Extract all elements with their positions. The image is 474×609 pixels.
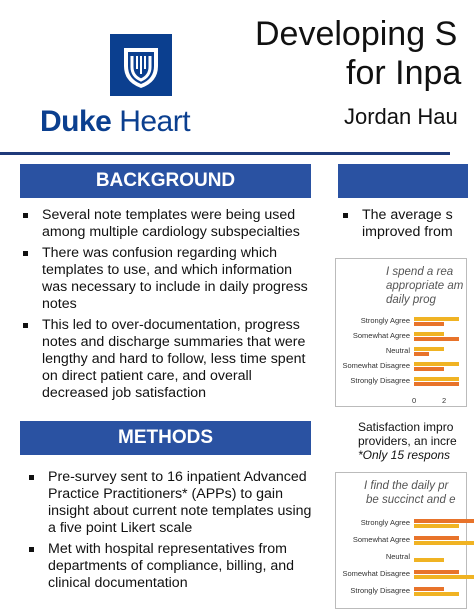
brand-wordmark <box>40 105 240 139</box>
category-label: Somewhat Agree <box>352 535 410 544</box>
chart-title-line: I find the daily pr <box>364 480 449 492</box>
bar <box>414 367 444 371</box>
methods-bullet: Met with hospital representatives from departments of compliance, billing, and clinical documentation <box>26 541 312 592</box>
bar <box>414 524 459 528</box>
results-bullet: The average s improved from <box>340 207 470 241</box>
bar <box>414 362 459 366</box>
bar <box>414 352 429 356</box>
x-tick-label: 0 <box>412 396 417 405</box>
author-line: Jordan Hau <box>344 104 458 129</box>
category-label: Neutral <box>385 552 410 561</box>
brand-rest: Heart <box>111 105 191 138</box>
poster-title-line2: for Inpa <box>346 54 462 92</box>
bar <box>414 536 459 540</box>
bar <box>414 332 444 336</box>
category-label: Strongly Disagree <box>350 376 410 385</box>
bar <box>414 592 459 596</box>
chart-succinct-notes <box>335 472 467 609</box>
bar <box>414 317 459 321</box>
bar <box>414 377 459 381</box>
category-label: Neutral <box>385 346 410 355</box>
results-note <box>358 420 457 462</box>
bar <box>414 541 474 545</box>
x-tick-label: 2 <box>442 396 447 405</box>
methods-list <box>26 469 312 596</box>
bar <box>414 558 444 562</box>
category-label: Strongly Agree <box>360 518 410 527</box>
bar <box>414 587 444 591</box>
bar <box>414 347 444 351</box>
header-divider <box>0 152 450 155</box>
background-bullet: This led to over-documentation, progress notes and discharge summaries that were lengthy and hard to follow, less time spent on direct patient care, and overall decreased job satisfaction <box>20 317 316 402</box>
bar <box>414 570 459 574</box>
results-list <box>340 207 470 245</box>
bar <box>414 382 459 386</box>
category-label: Somewhat Agree <box>352 331 410 340</box>
methods-bullet: Pre-survey sent to 16 inpatient Advanced Practice Practitioners* (APPs) to gain insight about current note templates using a five point Likert scale <box>26 469 312 537</box>
note-line: providers, an incre <box>358 434 457 448</box>
note-line: *Only 15 respons <box>358 448 451 462</box>
brand-strong: Duke <box>40 105 112 138</box>
chart-title-line: daily prog <box>386 294 436 306</box>
duke-logo <box>110 34 172 96</box>
chart-title-line: be succinct and e <box>366 494 456 506</box>
category-label: Strongly Disagree <box>350 586 410 595</box>
category-label: Strongly Agree <box>360 316 410 325</box>
results-heading <box>338 164 468 198</box>
category-label: Somewhat Disagree <box>342 569 410 578</box>
bar <box>414 519 474 523</box>
bar <box>414 322 444 326</box>
note-line: Satisfaction impro <box>358 420 454 434</box>
poster-title-line1: Developing S <box>255 15 458 53</box>
category-label: Somewhat Disagree <box>342 361 410 370</box>
chart-title-line: appropriate am <box>386 280 464 292</box>
methods-heading: METHODS <box>20 421 311 455</box>
background-bullet: Several note templates were being used among multiple cardiology subspecialties <box>20 207 316 241</box>
bar <box>414 337 459 341</box>
background-heading: BACKGROUND <box>20 164 311 198</box>
background-bullet: There was confusion regarding which templates to use, and which information was necessary to include in daily progress notes <box>20 245 316 313</box>
chart-title-line: I spend a rea <box>386 266 454 278</box>
background-list <box>20 207 316 406</box>
bar <box>414 575 474 579</box>
chart-time-spent <box>335 258 467 407</box>
